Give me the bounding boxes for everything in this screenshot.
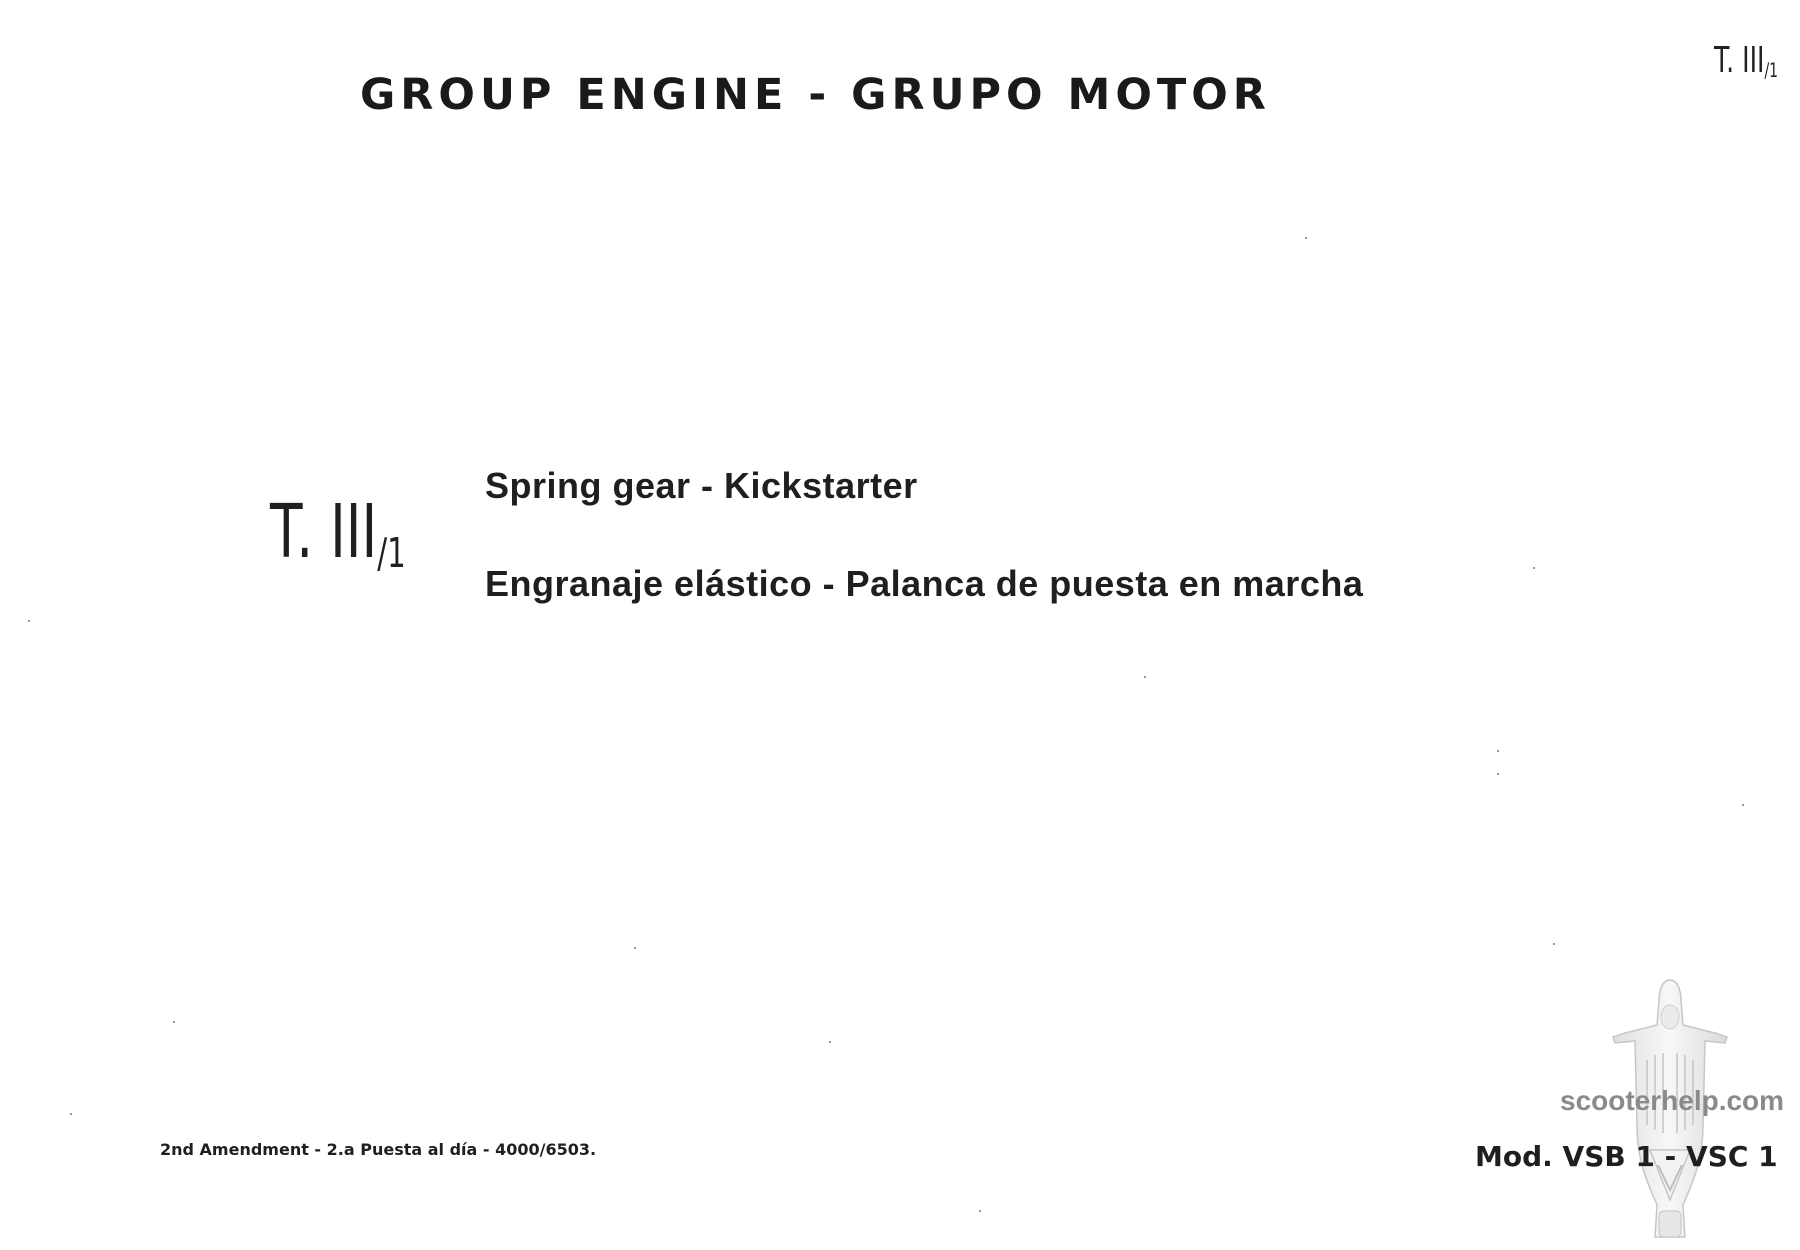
table-number [270,489,407,578]
scan-speck [173,1021,175,1023]
scan-speck [28,620,30,622]
scan-speck [1497,773,1499,775]
caption-spanish: Engranaje elástico - Palanca de puesta en marcha [485,563,1364,604]
scan-speck [829,1041,831,1043]
page-reference-sub: /1 [1764,58,1778,82]
scan-speck [1742,804,1744,806]
scan-speck [1553,943,1555,945]
watermark-site: scooterhelp.com [1560,1085,1785,1116]
scan-speck [1533,567,1535,569]
scan-speck [634,947,636,949]
table-number-main: T. III [270,489,378,575]
scan-speck [1305,237,1307,239]
page-title: GROUP ENGINE - GRUPO MOTOR [360,70,1271,120]
amendment-note: 2nd Amendment - 2.a Puesta al día - 4000/6503. [160,1140,597,1159]
page-reference-main: T. III [1714,40,1765,81]
caption-english: Spring gear - Kickstarter [485,465,918,506]
table-number-sub: /1 [377,529,406,578]
scan-speck [1144,676,1146,678]
model-designation: Mod. VSB 1 - VSC 1 [1475,1140,1778,1173]
page-reference [1692,40,1778,82]
scan-speck [70,1113,72,1115]
scan-speck [1497,750,1499,752]
scan-speck [979,1210,981,1212]
